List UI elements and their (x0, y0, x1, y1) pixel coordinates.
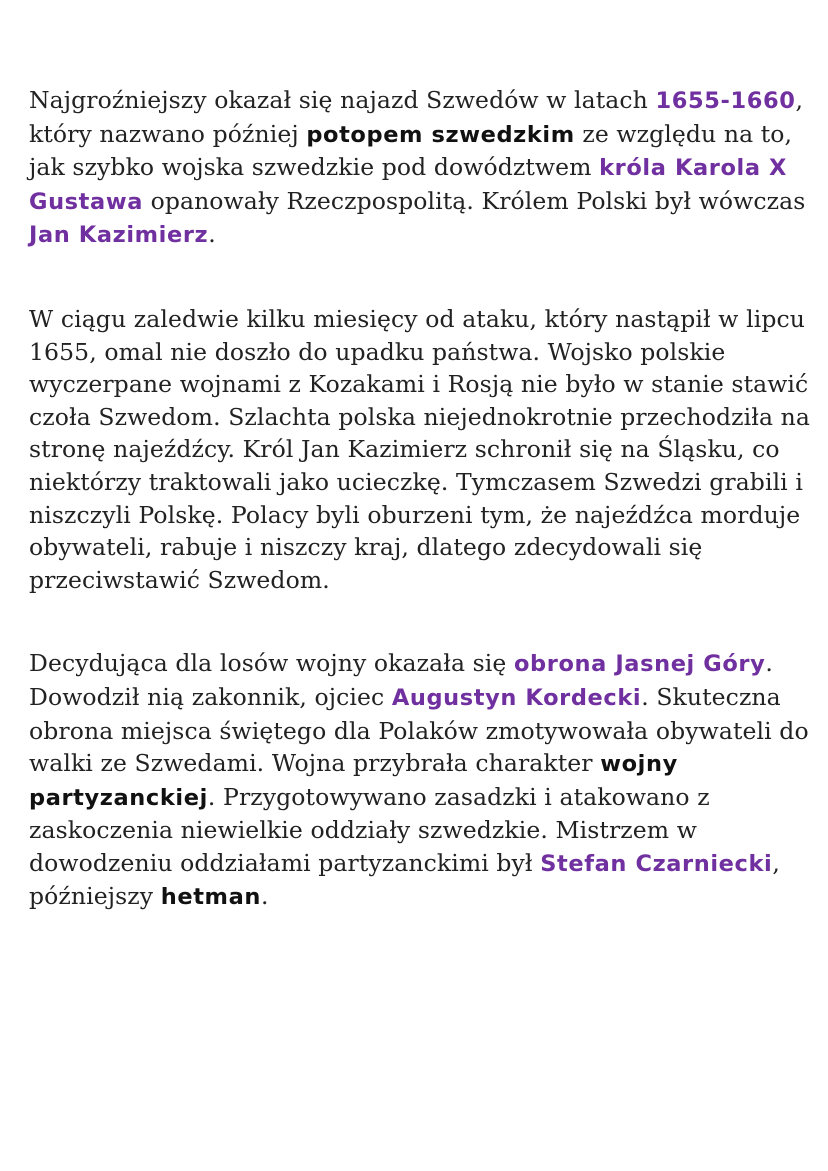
text-segment: W ciągu zaledwie kilku miesięcy od ataku, który nastąpił w lipcu 1655, omal nie doszło do upadku państwa. Wojsko polskie wyczerpane wojnami z Kozakami i Rosją nie było w stanie stawić czoła Szwedom. Szlachta polska niejednokrotnie przechodziła na stronę najeźdźcy. Król Jan Kazimierz schronił się na Śląsku, co niektórzy traktowali jako ucieczkę. Tymczasem Szwedzi grabili i niszczyli Polskę. Polacy byli oburzeni tym, że najeźdźca morduje obywateli, rabuje i niszczy kraj, dlatego zdecydowali się przeciwstawić Szwedom. (29, 304, 810, 594)
bold-term-wojna-partyzancka: wojny partyzanckiej (29, 751, 678, 811)
document-page (29, 84, 819, 914)
highlight-jan-kazimierz: Jan Kazimierz (29, 222, 209, 249)
text-segment: Decydująca dla losów wojny okazała się (29, 649, 514, 678)
highlight-karol-gustaw: króla Karola X Gustawa (29, 155, 787, 215)
text-segment: , późniejszy (29, 848, 780, 911)
text-segment: Najgroźniejszy okazał się najazd Szwedów w latach (29, 86, 656, 114)
highlight-kordecki: Augustyn Kordecki (391, 684, 642, 711)
paragraph-jasna-gora (29, 647, 819, 914)
text-segment: , który nazwano później (29, 86, 804, 148)
paragraph-potop-intro (29, 84, 819, 252)
highlight-obrona-jasnej-gory: obrona Jasnej Góry (513, 651, 766, 678)
bold-term-hetman: hetman (160, 884, 261, 911)
text-segment: . Dowodził nią zakonnik, ojciec (29, 649, 773, 711)
text-segment: opanowały Rzeczpospolitą. Królem Polski był wówczas (143, 186, 806, 215)
highlight-years: 1655-1660 (655, 88, 796, 114)
text-segment: . Przygotowywano zasadzki i atakowano z zaskoczenia niewielkie oddziały szwedzkie. Mistrzem w dowodzeniu oddziałami partyzanckimi był (29, 782, 710, 877)
text-segment: ze względu na to, jak szybko wojska szwedzkie pod dowództwem (29, 119, 793, 182)
text-segment: . (208, 220, 216, 249)
text-segment: . Skuteczna obrona miejsca świętego dla Polaków zmotywowała obywateli do walki ze Szwedami. Wojna przybrała charakter (29, 682, 809, 778)
text-segment: . (261, 882, 269, 911)
highlight-czarniecki: Stefan Czarniecki (540, 850, 773, 877)
bold-term-potop: potopem szwedzkim (306, 121, 575, 148)
paragraph-upadek-panstwa (29, 303, 819, 596)
